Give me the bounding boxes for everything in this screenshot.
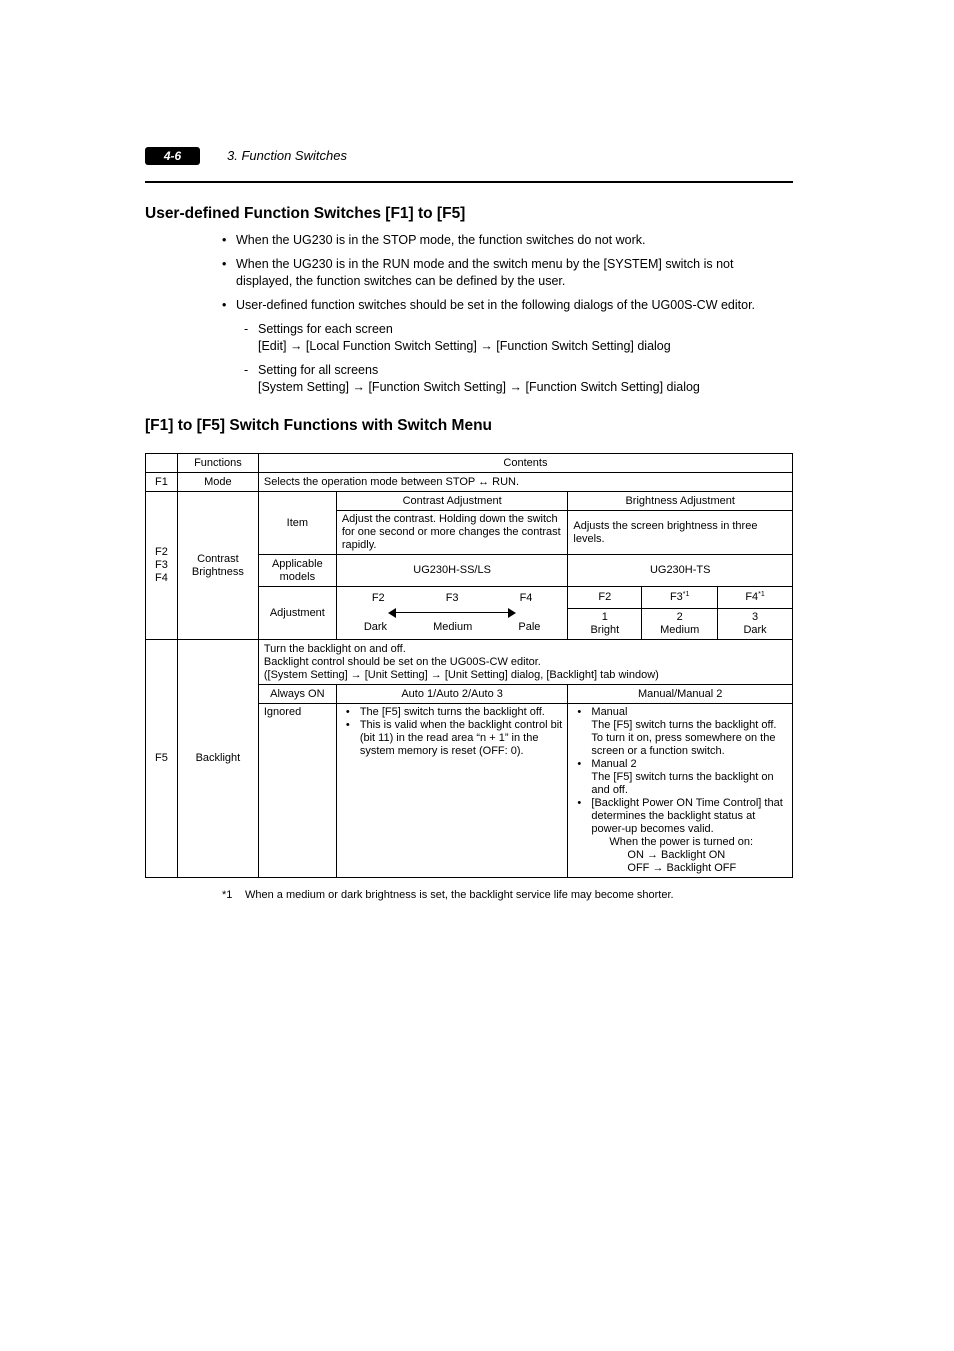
table-row-f5-desc: F5 Backlight Turn the backlight on and off. Backlight control should be set on the UG00S-CW editor. ([System Setting] → [Unit Setting] → [Unit Setting] dialog, [Backlight] tab window) [146, 640, 793, 685]
section-title-switch-menu: [F1] to [F5] Switch Functions with Switch Menu [145, 417, 493, 434]
list-item: • Manual The [F5] switch turns the backlight off. To turn it on, press somewhere on the screen or a function switch. [573, 706, 787, 758]
header-rule [145, 181, 793, 183]
page-number-badge: 4-6 [145, 147, 200, 165]
list-item: • Manual 2 The [F5] switch turns the backlight on and off. [573, 758, 787, 797]
contrast-adjust-scale: F2 F3 F4 Dark Medium Pale [336, 587, 568, 640]
f234-keys: F2 F3 F4 [146, 492, 178, 640]
footnote: *1 When a medium or dark brightness is set, the backlight service life may become shorter. [222, 889, 674, 901]
list-item: • The [F5] switch turns the backlight off. [342, 706, 563, 719]
user-defined-bullets [222, 232, 792, 403]
table-row-f234-levels: 1 Bright 2 Medium 3 Dark [146, 609, 793, 640]
list-item: • This is valid when the backlight control bit (bit 11) in the read area “n + 1” in the system memory is reset (OFF: 0). [342, 719, 563, 758]
bullet-item: • User-defined function switches should be set in the following dialogs of the UG00S-CW editor. [222, 298, 756, 312]
page-header [145, 146, 793, 166]
section-title-user-defined: User-defined Function Switches [F1] to [F5] [145, 205, 466, 222]
table-row-f234-models: Applicable models UG230H-SS/LS UG230H-TS [146, 555, 793, 587]
table-row-f234-head: F2 F3 F4 Contrast Brightness Item Contrast Adjustment Brightness Adjustment [146, 492, 793, 511]
f234-function: Contrast Brightness [177, 492, 258, 640]
list-item: • [Backlight Power ON Time Control] that determines the backlight status at power-up becomes valid. When the power is turned on: ON → Backlight ON OFF → Backlight OFF [573, 797, 787, 875]
chapter-title: 3. Function Switches [227, 148, 347, 163]
models-label: Applicable models [258, 555, 336, 587]
table-header-row: Functions Contents [146, 454, 793, 473]
table-row-f1: F1 Mode Selects the operation mode between STOP ↔ RUN. [146, 473, 793, 492]
manual-mode-details [568, 704, 793, 878]
double-arrow-icon [388, 608, 517, 618]
table-row-f5-details: Ignored • The [F5] switch turns the backlight off. • This is valid when the backlight control bit (bit 11) in the read area “n + 1” in the system memory is reset (OFF: 0). • Manual The [F5] switch turns the backlight off. To turn it on, press somewhere on the screen or a function switch. • Manual 2 The [F5] switch turns the backlight on and off. • [Backlight Power ON Time Control] that determines the backlight status at power-up becomes valid. When the power is turned on: ON → Backlight ON OFF → Backlight OFF [146, 704, 793, 878]
auto-mode-details [336, 704, 568, 878]
switch-functions-table [145, 453, 793, 878]
table-row-f234-desc: Adjust the contrast. Holding down the switch for one second or more changes the contrast rapidly. Adjusts the screen brightness in three levels. [146, 511, 793, 555]
sub-item-each-screen: - Settings for each screen [Edit] → [Local Function Switch Setting] → [Function Switch Setting] dialog [244, 322, 671, 353]
sub-item-all-screens: - Setting for all screens [System Setting] → [Function Switch Setting] → [Function Switch Setting] dialog [244, 363, 700, 394]
bullet-item: • When the UG230 is in the STOP mode, the function switches do not work. [222, 233, 646, 247]
f5-description: Turn the backlight on and off. Backlight control should be set on the UG00S-CW editor. ([System Setting] → [Unit Setting] → [Unit Setting] dialog, [Backlight] tab window) [258, 640, 792, 685]
table-row-f234-adjust: Adjustment F2 F3 F4 Dark Medium Pale F2 F3$^{*1}$ F4$^{*1}$ [146, 587, 793, 609]
bullet-item: • When the UG230 is in the RUN mode and the switch menu by the [SYSTEM] switch is not displayed, the function switches can be defined by the user. [222, 257, 734, 288]
table-row-f5-modes: Always ON Auto 1/Auto 2/Auto 3 Manual/Manual 2 [146, 685, 793, 704]
